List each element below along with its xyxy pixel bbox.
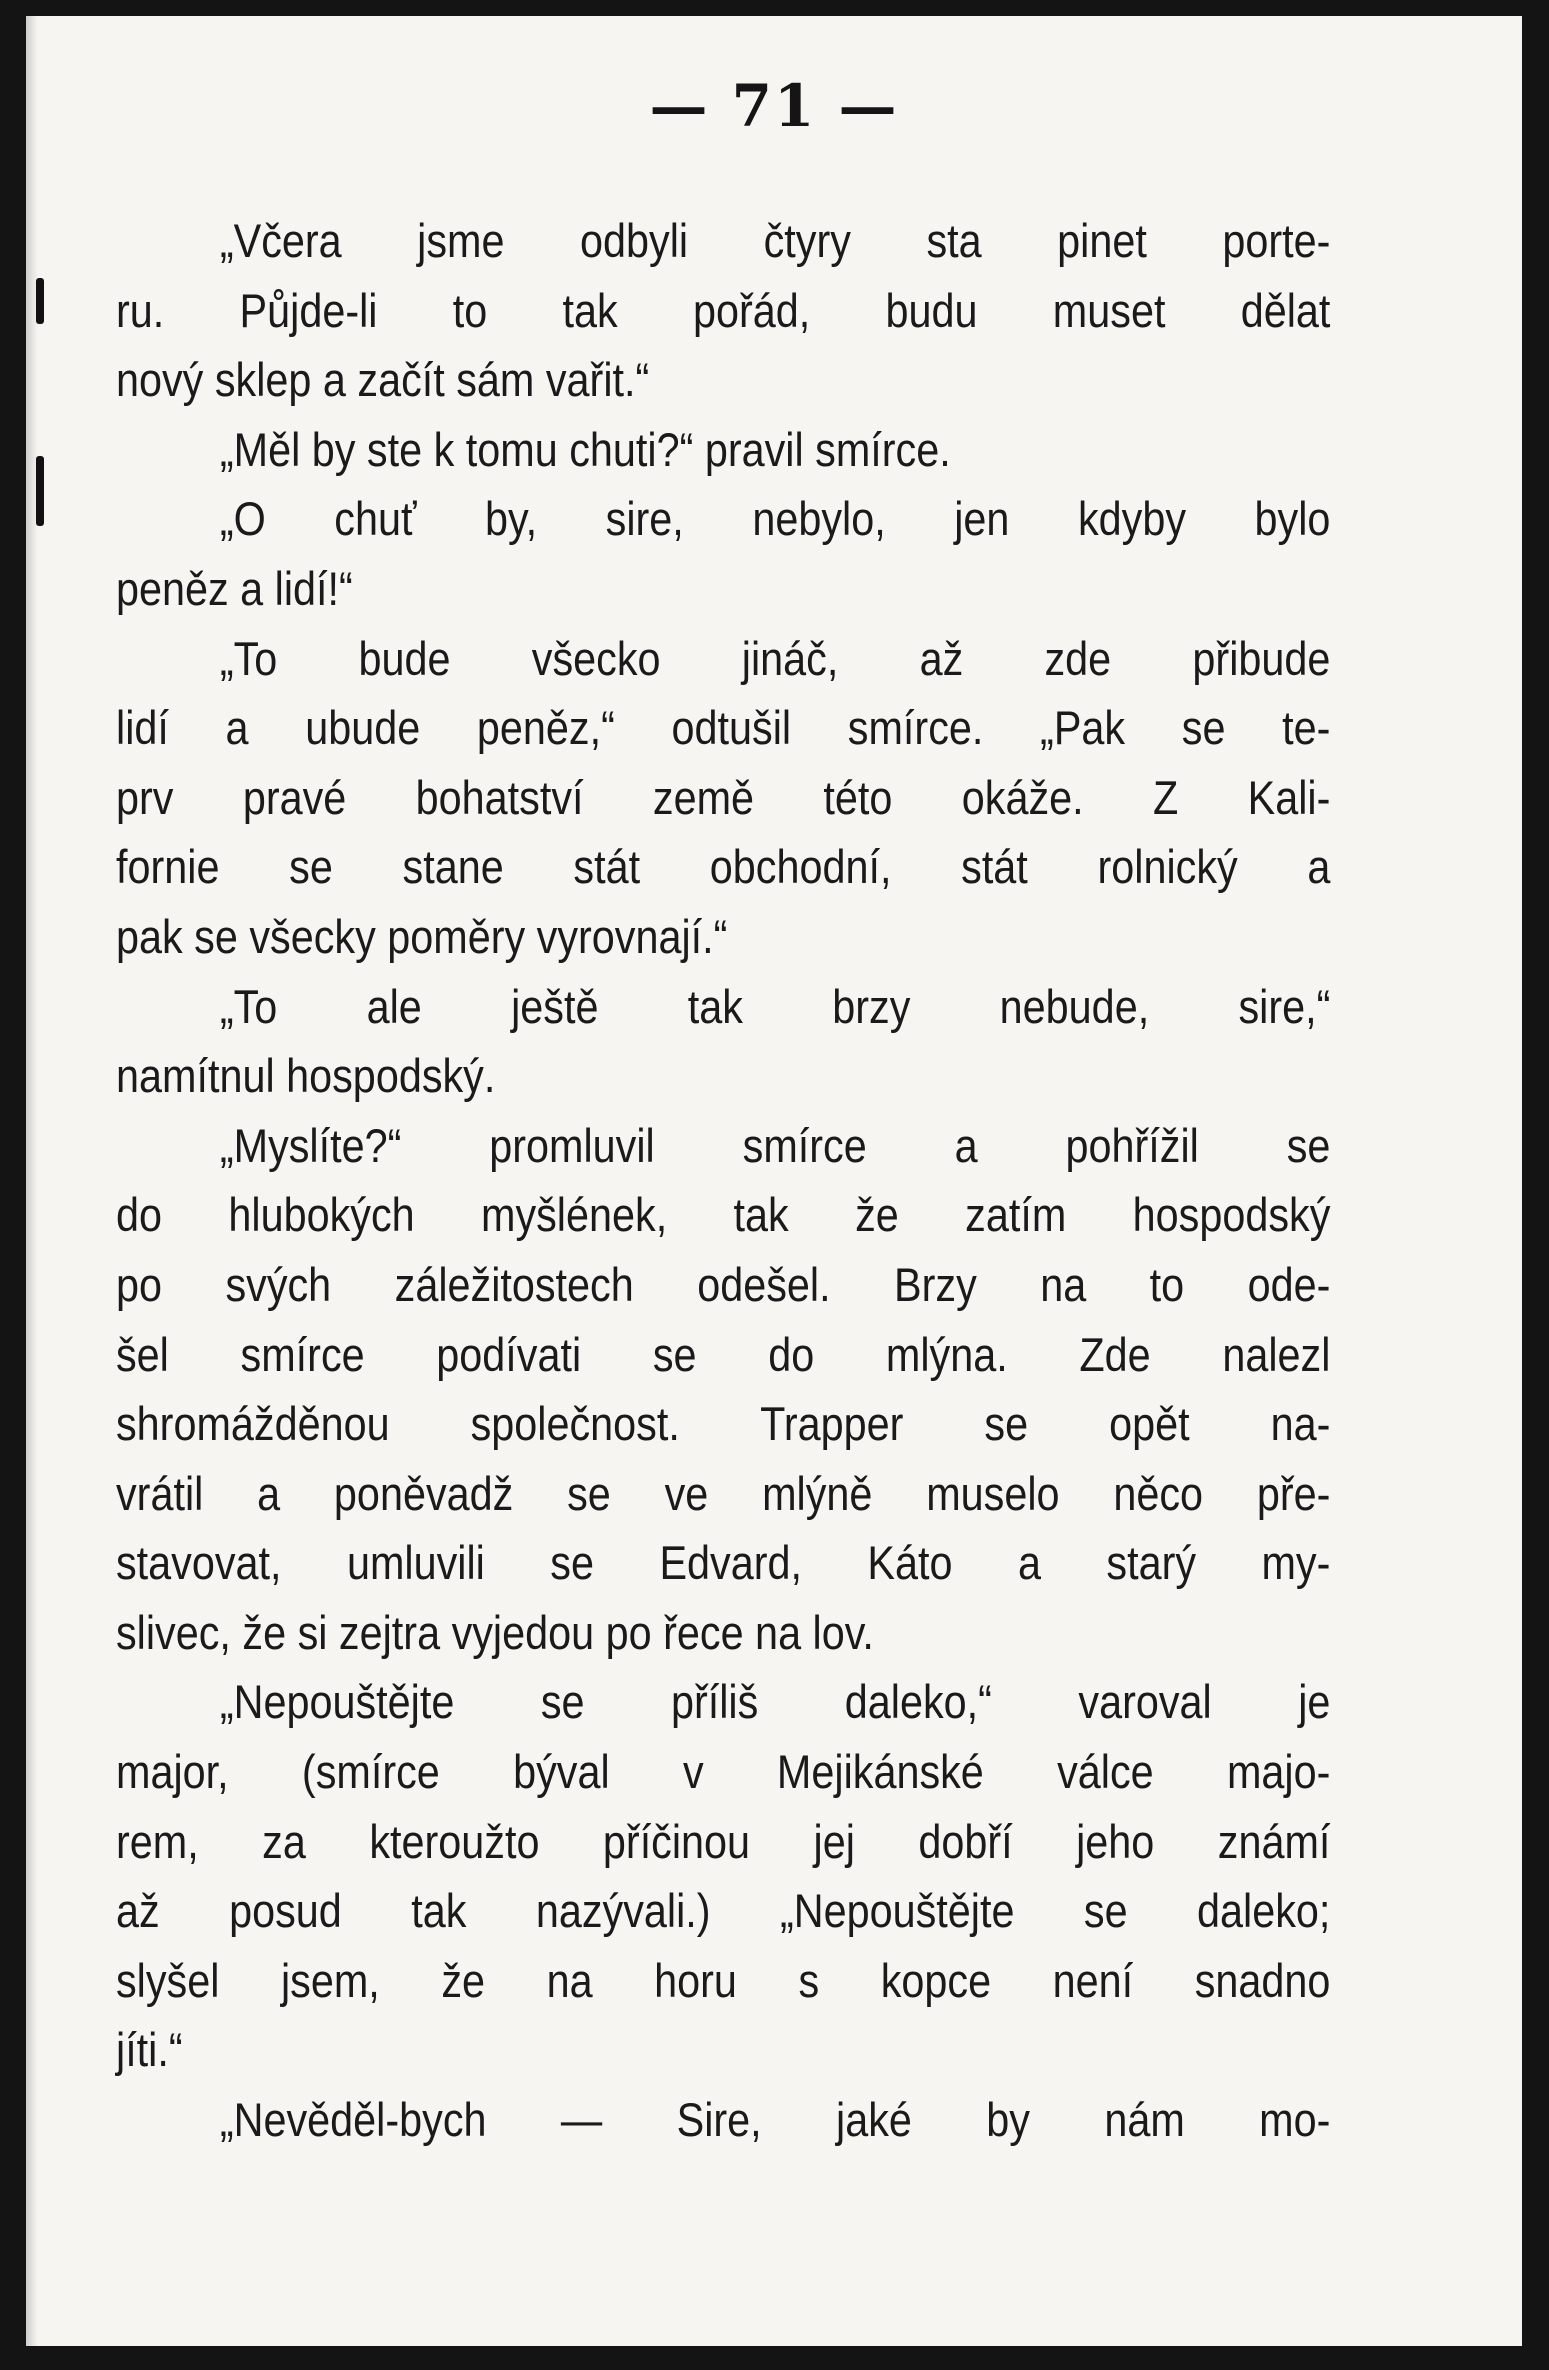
text-line: „Myslíte?“ promluvil smírce a pohřížil se bbox=[219, 1118, 1331, 1172]
text-line: „O chuť by, sire, nebylo, jen kdyby bylo bbox=[219, 492, 1331, 546]
text-line: „Včera jsme odbyli čtyry sta pinet porte- bbox=[219, 214, 1331, 267]
book-page bbox=[26, 16, 1522, 2346]
text-line: rem, za kteroužto příčinou jej dobří jeho známí bbox=[116, 1814, 1331, 1868]
text-line: fornie se stane stát obchodní, stát rolnický a bbox=[116, 840, 1331, 894]
text-line: po svých záležitostech odešel. Brzy na to ode- bbox=[116, 1257, 1331, 1311]
text-line: „To bude všecko jináč, až zde přibude bbox=[219, 631, 1331, 685]
text-line: slyšel jsem, že na horu s kopce není snadno bbox=[116, 1953, 1331, 2007]
text-line: nový sklep a začít sám vařit.“ bbox=[116, 353, 650, 407]
text-line: do hlubokých myšlének, tak že zatím hospodský bbox=[116, 1188, 1331, 1242]
page-number: — 71 — bbox=[649, 72, 899, 140]
text-line: prv pravé bohatství země této okáže. Z Kali- bbox=[116, 770, 1331, 824]
text-line: „To ale ještě tak brzy nebude, sire,“ bbox=[219, 979, 1331, 1033]
page-body-text bbox=[116, 206, 1330, 2155]
text-line: shromážděnou společnost. Trapper se opět na- bbox=[116, 1397, 1331, 1451]
scan-mark bbox=[36, 456, 44, 526]
text-line: jíti.“ bbox=[116, 2023, 183, 2077]
text-line: šel smírce podívati se do mlýna. Zde nalezl bbox=[116, 1327, 1331, 1381]
text-line: ru. Půjde-li to tak pořád, budu muset dělat bbox=[116, 283, 1331, 337]
text-line: „Měl by ste k tomu chuti?“ pravil smírce. bbox=[219, 422, 951, 476]
text-line: až posud tak nazývali.) „Nepouštějte se daleko; bbox=[116, 1884, 1331, 1938]
text-line: pak se všecky poměry vyrovnají.“ bbox=[116, 909, 728, 963]
page-binding-edge bbox=[26, 16, 38, 2346]
text-line: slivec, že si zejtra vyjedou po řece na lov. bbox=[116, 1605, 874, 1659]
text-line: „Nevěděl-bych — Sire, jaké by nám mo- bbox=[219, 2093, 1331, 2147]
text-line: stavovat, umluvili se Edvard, Káto a starý my- bbox=[116, 1536, 1331, 1590]
text-line: peněz a lidí!“ bbox=[116, 561, 353, 615]
scan-mark bbox=[36, 278, 44, 324]
text-line: „Nepouštějte se příliš daleko,“ varoval je bbox=[219, 1675, 1331, 1729]
text-line: namítnul hospodský. bbox=[116, 1049, 496, 1103]
text-line: lidí a ubude peněz,“ odtušil smírce. „Pak se te- bbox=[116, 701, 1331, 755]
text-line: major, (smírce býval v Mejikánské válce majo- bbox=[116, 1745, 1331, 1799]
text-line: vrátil a poněvadž se ve mlýně muselo něco pře- bbox=[116, 1466, 1331, 1520]
